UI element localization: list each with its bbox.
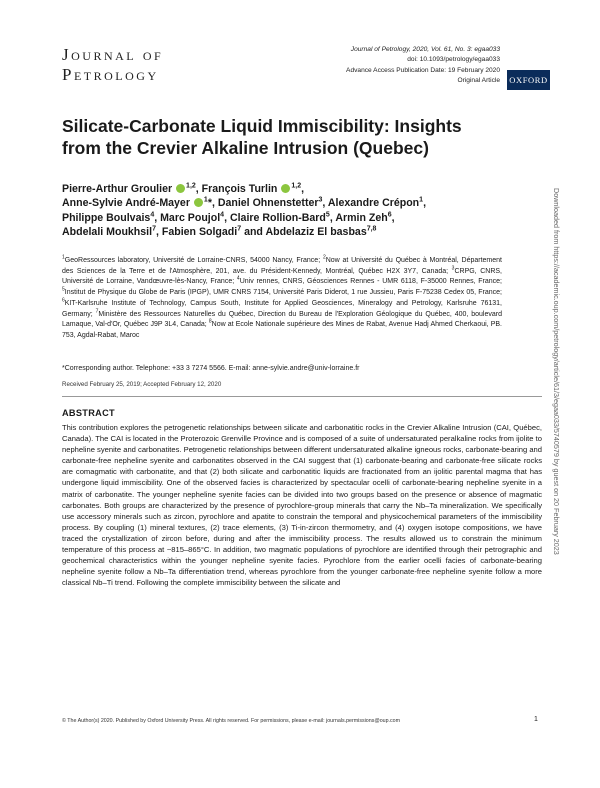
author-name[interactable]: Daniel Ohnenstetter [217,197,319,210]
affil-number: 4 [236,276,240,283]
author-name[interactable]: Fabien Solgadi [161,226,238,239]
author-affil: 3 [318,196,323,204]
affil-number: 2 [322,254,326,261]
copyright-footer: © The Author(s) 2020. Published by Oxford University Press. All rights reserved. For permissions, please e-mail: journals.permissions@oup.com [62,718,401,724]
affil-number: 3 [451,265,455,272]
article-title: Silicate-Carbonate Liquid Immiscibility: Insights from the Crevier Alkaline Intrusion (Quebec) [62,116,462,158]
journal-name-line2: Petrology [62,65,159,84]
affil-number: 1 [62,254,65,261]
affil-text: Now at Université du Québec à Montréal, Département des Sciences de la Terre et de l'Atmosphère, 201, ave. du Président-Kennedy, Montréal, Québec H2X 3Y7, Canada; [62,257,502,275]
author-affil: 7 [237,225,242,233]
citation: Journal of Petrology, 2020, Vol. 61, No. 3: egaa033 [350,46,500,53]
advance-access-date: Advance Access Publication Date: 19 February 2020 [346,66,500,74]
download-watermark: Downloaded from https://academic.oup.com/petrology/article/61/3/egaa033/5740579 by guest on 20 February 2023 [552,188,561,555]
author-name[interactable]: Abdelali Moukhsil [62,226,153,239]
affil-number: 8 [208,318,212,325]
author-name[interactable]: François Turlin [201,183,278,195]
abstract-text: This contribution explores the petrogenetic relationships between silicate and carbonatitic rocks in the Crevier Alkaline Intrusion (CAI, Québec, Canada). The CAI is located in the Proterozoic Grenville Province and is composed of a suite of undersaturated peralkaline rocks from ijolite to nepheline syenite and carbonatites. Petrogenetic relationships between different undersaturated alkaline igneous rocks, carbonate-bearing and carbonate-free nepheline syenite and carbonatites observed in the CAI suggest that (1) carbonate-bearing and carbonate-free silicate rocks are comagmatic with carbonatite, and that (2) both silicate and carbonatitic liquids are fractionated from an ijolitic parental magma that has undergone liquid immiscibility. One of the observed facies is characterized by spectacular ocelli of carbonate-bearing nepheline syenite in a matrix of carbonatite. The younger nepheline syenite facies can be divided into two groups based on the presence or absence of magmatic carbonates. Both groups are characterized by the presence of pyrochlore-group minerals that carry the Nb–Ta mineralization. We specifically use accessory minerals such as zircon, pyrochlore and apatite to constrain the temporal and physicochemical parameters of the immiscibility process. By coupling (1) mineral textures, (2) trace elements, (3) Ti-in-zircon thermometry, and (4) oxygen isotope compositions, we have traced the crystallization of zircon before, during and after the immiscibility process. The results allowed us to constrain the minimum temperature of this process at ~815–865°C. In addition, two magmatic populations of pyrochlore are identified through their petrographic and geochemical characteristics within the younger nepheline syenite facies. Pyrochlore from the earlier ocelli facies of carbonate-bearing nepheline syenite follow a Nb–Ta differentiation trend, whereas pyrochlore from the younger carbonate-free nepheline syenite follow a more classical Nb–Ti trend. Following the complete immiscibility between the silicate and [62,423,542,588]
journal-name-line1: Journal of [62,45,164,64]
doi-link[interactable]: doi: 10.1093/petrology/egaa033 [407,56,500,64]
orcid-icon[interactable] [281,184,290,193]
orcid-icon[interactable] [194,198,203,207]
author-affil: 1,2 [291,182,302,190]
author-affil: 1 [419,196,424,204]
affil-text: Now at Ecole Nationale supérieure des Mines de Rabat, Avenue Hadj Ahmed Cherkaoui, PB. 753, Agdal-Rabat, Maroc [62,321,502,339]
affil-text: Ministère des Ressources Naturelles du Québec, Direction du Bureau de l'Exploration Géologique du Québec, 400, boulevard Lamaque, Val-d'Or, Québec J9P 3L4, Canada; [62,310,502,329]
oxford-logo: OXFORD [507,70,550,90]
affil-text: Univ rennes, CNRS, Géosciences Rennes - UMR 6118, F-35000 Rennes, France; [239,278,502,286]
author-affil: 7,8 [366,225,377,233]
author-affil: 4 [220,211,225,219]
received-accepted-dates: Received February 25, 2019; Accepted February 12, 2020 [62,381,222,388]
affil-text: GeoRessources laboratory, Université de Lorraine-CNRS, 54000 Nancy, France; [64,257,321,264]
affil-text: Institut de Physique du Globe de Paris (IPGP), UMR CNRS 7154, Université Paris Diderot, 1 rue Jussieu, Paris F-75238 Cedex 05, France; [64,289,502,297]
corresponding-author: *Corresponding author. Telephone: +33 3 7274 5566. E-mail: anne-sylvie.andre@univ-lorraine.fr [62,365,360,372]
article-meta [300,45,500,86]
corresponding-marker: * [207,197,212,210]
author-affil: 5 [325,211,330,219]
author-name[interactable]: Pierre-Arthur Groulier [62,183,173,195]
affil-text: KIT-Karlsruhe Institute of Technology, Campus South, Institute for Applied Geosciences, Mineralogy and Petrology, Karlsruhe 76131, Germany; [62,299,502,318]
article-type: Original Article [457,76,500,84]
author-name[interactable]: Alexandre Crépon [327,197,420,210]
author-affil: 4 [150,211,155,219]
author-affil: 1,2 [186,182,196,190]
affil-number: 6 [62,297,65,304]
author-name[interactable]: Claire Rollion-Bard [229,211,326,224]
orcid-icon[interactable] [176,184,185,193]
author-name[interactable]: Anne-Sylvie André-Mayer [62,197,190,210]
author-affil: 7 [152,225,156,233]
author-name[interactable]: Armin Zeh [335,211,388,224]
affil-number: 7 [95,308,99,315]
page-number: 1 [534,716,538,723]
abstract-heading: ABSTRACT [62,408,115,418]
affil-number: 5 [62,286,65,293]
author-name[interactable]: and Abdelaziz El basbas [244,226,367,239]
divider [62,396,542,397]
affiliations [62,256,502,342]
author-affil: 1 [203,196,208,204]
affil-text: CRPG, CNRS, Université de Lorraine, Vandœuvre-lès-Nancy, France; [62,267,502,286]
journal-name [62,45,163,85]
author-name[interactable]: Marc Poujol [160,211,221,224]
author-list: Pierre-Arthur Groulier $^{1,2}$, François Turlin $^{1,2}$, Anne-Sylvie André-Mayer $^1$*, Daniel Ohnenstetter$^3$, Alexandre Crépon$^1$, Philippe Boulvais$^4$, Marc Poujol$^4$, Claire Rollion-Bard$^5$, Armin Zeh$^6$, Abdelali Moukhsil$^7$, Fabien Solgadi$^7$ and Abdelaziz El basbas$^{7,8}$ [62,182,427,239]
author-affil: 6 [387,211,392,219]
author-name[interactable]: Philippe Boulvais [62,211,151,224]
